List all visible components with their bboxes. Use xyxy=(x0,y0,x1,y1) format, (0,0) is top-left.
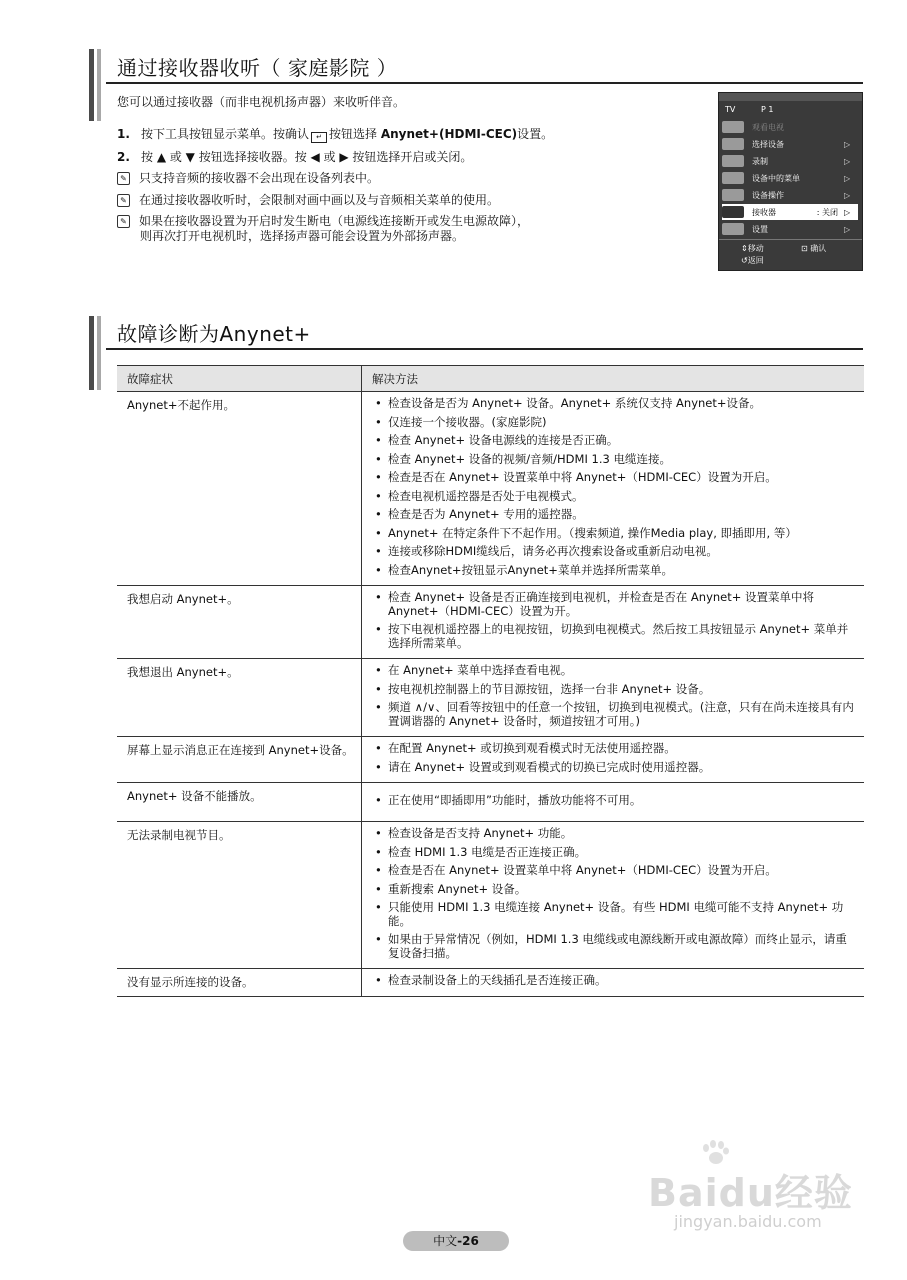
solution-item: • 重新搜索 Anynet+ 设备。 xyxy=(372,883,858,897)
solution-item: • 请在 Anynet+ 设置或到观看模式的切换已完成时使用遥控器。 xyxy=(372,761,858,775)
solution-item: • 检查设备是否支持 Anynet+ 功能。 xyxy=(372,827,858,841)
tv-menu-enter: ⊡ 确认 xyxy=(801,244,827,253)
tv-menu-screenshot xyxy=(718,92,863,271)
tv-menu-divider xyxy=(719,239,862,240)
troubleshooting-table xyxy=(117,365,864,997)
table-row xyxy=(117,659,864,737)
device-menu-icon xyxy=(722,172,744,184)
symptom-cell: 无法录制电视节目。 xyxy=(117,822,362,969)
solution-cell xyxy=(362,822,865,969)
note-1 xyxy=(117,171,379,186)
solution-item: • 检查是否在 Anynet+ 设置菜单中将 Anynet+（HDMI-CEC）设置为开启。 xyxy=(372,471,858,485)
solution-cell xyxy=(362,969,865,997)
settings-icon xyxy=(722,223,744,235)
tv-menu-topbar xyxy=(719,93,862,101)
tv-menu-move: ⇕移动 xyxy=(741,244,764,253)
record-icon xyxy=(722,155,744,167)
section1-rule xyxy=(106,82,863,84)
solution-item: • 在配置 Anynet+ 或切换到观看模式时无法使用遥控器。 xyxy=(372,742,858,756)
symptom-cell: 我想启动 Anynet+。 xyxy=(117,586,362,659)
solution-item: • 在 Anynet+ 菜单中选择查看电视。 xyxy=(372,664,858,678)
step-1 xyxy=(117,125,553,142)
section-marker-light xyxy=(97,316,101,390)
tv-menu-return: ↺返回 xyxy=(741,256,764,265)
table-row xyxy=(117,969,864,997)
tv-menu-item: 设置 ▷ xyxy=(722,221,858,237)
section1-title: 通过接收器收听（ 家庭影院 ） xyxy=(117,56,398,80)
symptom-cell: 屏幕上显示消息正在连接到 Anynet+设备。 xyxy=(117,737,362,783)
section-marker-dark xyxy=(89,316,94,390)
solution-item: • 只能使用 HDMI 1.3 电缆连接 Anynet+ 设备。有些 HDMI 电缆可能不支持 Anynet+ 功能。 xyxy=(372,901,858,928)
section1-intro: 您可以通过接收器（而非电视机扬声器）来收听伴音。 xyxy=(117,95,406,109)
symptom-cell: 没有显示所连接的设备。 xyxy=(117,969,362,997)
section2-title: 故障诊断为Anynet+ xyxy=(117,322,311,346)
receiver-icon xyxy=(722,206,744,218)
solution-item: • 按电视机控制器上的节目源按钮，选择一台非 Anynet+ 设备。 xyxy=(372,683,858,697)
step-number: 1. xyxy=(117,127,130,141)
solution-item: • 按下电视机遥控器上的电视按钮，切换到电视模式。然后按工具按钮显示 Anynet+ 菜单并选择所需菜单。 xyxy=(372,623,858,650)
note-icon: ✎ xyxy=(117,215,130,228)
tv-menu-channel: P 1 xyxy=(761,105,774,114)
enter-icon: ⊡ xyxy=(801,244,808,253)
step-number: 2. xyxy=(117,150,130,164)
tv-menu-item: 观看电视 xyxy=(722,119,858,135)
solution-item: • Anynet+ 在特定条件下不起作用。（搜索频道, 操作Media play, 即插即用, 等） xyxy=(372,527,858,541)
solution-item: • 检查 Anynet+ 设备是否正确连接到电视机，并检查是否在 Anynet+ 设置菜单中将 Anynet+（HDMI-CEC）设置为开。 xyxy=(372,591,858,618)
watermark-logo: Baidu经验 xyxy=(648,1171,853,1215)
note-text: 只支持音频的接收器不会出现在设备列表中。 xyxy=(139,171,380,185)
header-symptom: 故障症状 xyxy=(117,366,362,392)
solution-item: • 频道 ∧/∨、回看等按钮中的任意一个按钮，切换到电视模式。(注意，只有在尚未连接具有内置调谐器的 Anynet+ 设备时，频道按钮才可用。) xyxy=(372,701,858,728)
symptom-cell: 我想退出 Anynet+。 xyxy=(117,659,362,737)
note-text: 如果在接收器设置为开启时发生断电（电源线连接断开或发生电源故障）， xyxy=(139,214,530,228)
solution-item: • 检查 Anynet+ 设备的视频/音频/HDMI 1.3 电缆连接。 xyxy=(372,453,858,467)
solution-cell xyxy=(362,737,865,783)
note-text-cont: 则再次打开电视机时，选择扬声器可能会设置为外部扬声器。 xyxy=(140,229,465,243)
solution-item: • 检查是否在 Anynet+ 设置菜单中将 Anynet+（HDMI-CEC）设置为开启。 xyxy=(372,864,858,878)
solution-item: • 检查设备是否为 Anynet+ 设备。Anynet+ 系统仅支持 Anynet+设备。 xyxy=(372,397,858,411)
solution-item: • 正在使用“即插即用”功能时，播放功能将不可用。 xyxy=(372,794,858,808)
tv-menu-item: 设备操作 ▷ xyxy=(722,187,858,203)
solution-cell xyxy=(362,659,865,737)
solution-cell xyxy=(362,783,865,822)
step-bold: Anynet+(HDMI-CEC) xyxy=(380,127,518,141)
device-operation-icon xyxy=(722,189,744,201)
symptom-cell: Anynet+不起作用。 xyxy=(117,392,362,586)
tv-watch-icon xyxy=(722,121,744,133)
solution-item: • 连接或移除HDMI缆线后，请务必再次搜索设备或重新启动电视。 xyxy=(372,545,858,559)
section-marker-dark xyxy=(89,49,94,121)
tv-menu-item: 设备中的菜单 ▷ xyxy=(722,170,858,186)
device-select-icon xyxy=(722,138,744,150)
solution-item: • 检查Anynet+按钮显示Anynet+菜单并选择所需菜单。 xyxy=(372,564,858,578)
table-row xyxy=(117,783,864,822)
note-icon: ✎ xyxy=(117,172,130,185)
symptom-cell: Anynet+ 设备不能播放。 xyxy=(117,783,362,822)
note-text: 在通过接收器收听时，会限制对画中画以及与音频相关菜单的使用。 xyxy=(139,193,500,207)
step-text: 按钮选择 xyxy=(329,127,381,141)
header-solution: 解决方法 xyxy=(362,366,865,392)
table-row xyxy=(117,737,864,783)
tv-menu-item-receiver: 接收器 : 关闭 ▷ xyxy=(722,204,858,220)
updown-icon: ⇕ xyxy=(741,244,748,253)
step-text: 按 ▲ 或 ▼ 按钮选择接收器。按 ◀ 或 ▶ 按钮选择开启或关闭。 xyxy=(141,150,473,164)
solution-cell xyxy=(362,586,865,659)
step-2 xyxy=(117,148,472,165)
section2-rule xyxy=(106,348,863,350)
watermark-url: jingyan.baidu.com xyxy=(674,1212,822,1231)
step-text: 按下工具按钮显示菜单。按确认 xyxy=(141,127,310,141)
enter-icon: ↵ xyxy=(311,132,327,143)
return-icon: ↺ xyxy=(741,256,748,265)
table-row xyxy=(117,586,864,659)
solution-item: • 检查录制设备上的天线插孔是否连接正确。 xyxy=(372,974,858,988)
table-row xyxy=(117,392,864,586)
solution-item: • 检查电视机遥控器是否处于电视模式。 xyxy=(372,490,858,504)
solution-item: • 仅连接一个接收器。(家庭影院) xyxy=(372,416,858,430)
tv-menu-item: 录制 ▷ xyxy=(722,153,858,169)
note-icon: ✎ xyxy=(117,194,130,207)
tv-menu-item: 选择设备 ▷ xyxy=(722,136,858,152)
step-text: 设置。 xyxy=(517,127,554,141)
note-3 xyxy=(117,214,529,244)
solution-item: • 检查是否为 Anynet+ 专用的遥控器。 xyxy=(372,508,858,522)
section-marker-light xyxy=(97,49,101,121)
table-header-row xyxy=(117,366,864,392)
solution-cell xyxy=(362,392,865,586)
page-number-badge: 中文-26 xyxy=(403,1231,509,1251)
note-2 xyxy=(117,193,499,208)
solution-item: • 检查 HDMI 1.3 电缆是否正连接正确。 xyxy=(372,846,858,860)
solution-item: • 检查 Anynet+ 设备电源线的连接是否正确。 xyxy=(372,434,858,448)
solution-item: • 如果由于异常情况（例如，HDMI 1.3 电缆线或电源线断开或电源故障）而终止显示，请重复设备扫描。 xyxy=(372,933,858,960)
table-row xyxy=(117,822,864,969)
tv-menu-source: TV xyxy=(725,105,736,114)
